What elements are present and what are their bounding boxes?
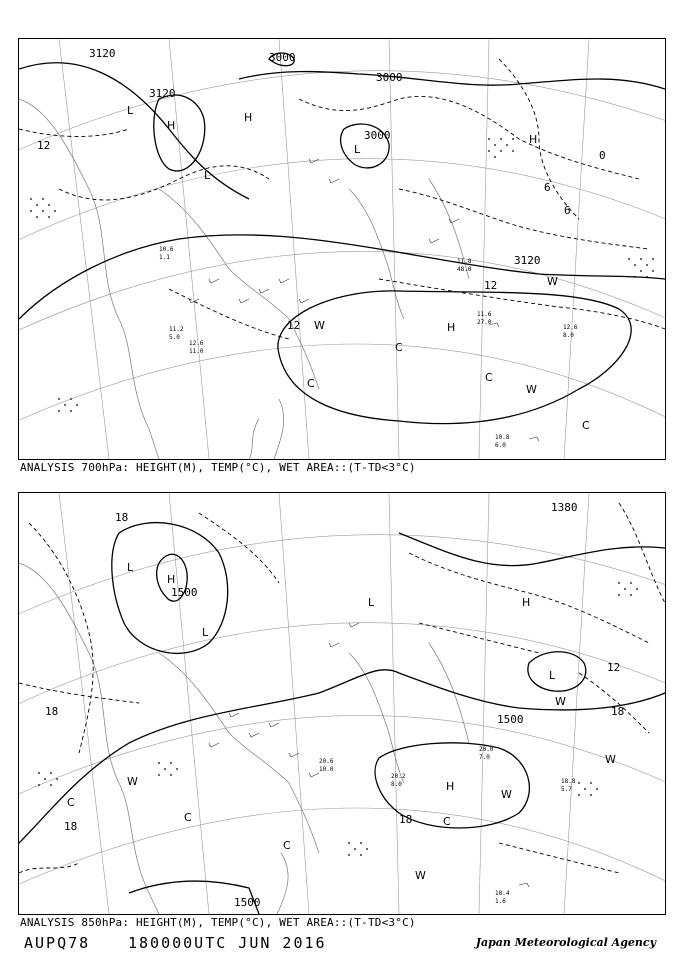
height-contours — [19, 53, 665, 424]
coastline — [19, 563, 469, 914]
map-850hpa — [19, 493, 665, 914]
temp-marker: C — [582, 419, 590, 432]
height-label: 1500 — [234, 896, 261, 909]
temp-marker: W — [127, 775, 138, 788]
station-temp: 20.0 — [479, 746, 494, 753]
agency-name: Japan Meteorological Agency — [475, 936, 656, 949]
temp-marker: W — [547, 275, 558, 288]
height-labels — [171, 501, 578, 909]
pressure-center: L — [354, 143, 361, 156]
station-temp: 20.2 — [391, 773, 406, 780]
station-dewpoint: 8.0 — [563, 332, 574, 339]
station-temp: 10.6 — [159, 246, 174, 253]
station-dewpoint: 7.0 — [479, 754, 490, 761]
pressure-center: L — [204, 169, 211, 182]
height-label: 1500 — [497, 713, 524, 726]
caption-700hpa: ANALYSIS 700hPa: HEIGHT(M), TEMP(°C), WET AREA::(T-TD<3°C) — [20, 461, 416, 474]
temp-label: 6 — [564, 204, 571, 217]
temp-label: 18 — [399, 813, 413, 826]
map-panel-700hpa — [18, 38, 666, 460]
station-dewpoint: 11.0 — [189, 348, 204, 355]
station-dewpoint: 1.6 — [495, 898, 506, 905]
pressure-center: L — [549, 669, 556, 682]
pressure-center: H — [447, 321, 456, 334]
map-700hpa — [19, 39, 665, 459]
height-labels — [89, 47, 541, 267]
coastline — [19, 99, 469, 459]
temp-markers — [307, 275, 590, 432]
valid-time: 180000UTC JUN 2016 — [128, 934, 327, 952]
temp-label: 6 — [544, 181, 551, 194]
temp-markers — [67, 695, 616, 882]
pressure-center: H — [167, 119, 176, 132]
station-dewpoint: 5.7 — [561, 786, 572, 793]
temp-marker: W — [501, 788, 512, 801]
station-dewpoint: 6.0 — [495, 442, 506, 449]
pressure-center: L — [202, 626, 209, 639]
temp-label: 18 — [64, 820, 78, 833]
station-temp: 11.8 — [457, 258, 472, 265]
height-label: 3000 — [376, 71, 403, 84]
temp-marker: C — [485, 371, 493, 384]
temp-marker: W — [555, 695, 566, 708]
pressure-center: L — [368, 596, 375, 609]
isotherms — [19, 503, 665, 873]
temp-marker: C — [184, 811, 192, 824]
temp-label: 12 — [287, 319, 301, 332]
pressure-center: L — [127, 561, 134, 574]
height-label: 1380 — [551, 501, 578, 514]
height-label: 3120 — [514, 254, 541, 267]
product-id: AUPQ78 — [24, 934, 91, 952]
station-dewpoint: 27.0 — [477, 319, 492, 326]
temp-marker: W — [314, 319, 325, 332]
height-label: 3120 — [149, 87, 176, 100]
station-temp: 11.6 — [477, 311, 492, 318]
caption-850hpa: ANALYSIS 850hPa: HEIGHT(M), TEMP(°C), WET AREA::(T-TD<3°C) — [20, 916, 416, 929]
temp-marker: C — [67, 796, 75, 809]
station-dewpoint: 48.0 — [457, 266, 472, 273]
pressure-center: H — [529, 133, 538, 146]
height-label: 3000 — [269, 51, 296, 64]
temp-marker: W — [415, 869, 426, 882]
pressure-center: L — [127, 104, 134, 117]
temp-marker: W — [605, 753, 616, 766]
station-dewpoint: 10.0 — [319, 766, 334, 773]
station-temp: 18.8 — [561, 778, 576, 785]
temp-label: 0 — [599, 149, 606, 162]
station-temp: 12.6 — [189, 340, 204, 347]
station-dewpoint: 1.1 — [159, 254, 170, 261]
temp-marker: C — [307, 377, 315, 390]
temp-marker: C — [443, 815, 451, 828]
station-dewpoint: 5.0 — [169, 334, 180, 341]
temp-label: 18 — [115, 511, 129, 524]
temp-label: 12 — [607, 661, 621, 674]
graticule — [19, 39, 665, 459]
height-contours — [19, 523, 665, 914]
height-label: 3000 — [364, 129, 391, 142]
height-label: 3120 — [89, 47, 116, 60]
pressure-center: H — [446, 780, 455, 793]
pressure-center: H — [167, 573, 176, 586]
temp-label: 18 — [45, 705, 59, 718]
station-temp: 12.6 — [563, 324, 578, 331]
station-temp: 18.4 — [495, 890, 510, 897]
temp-label: 12 — [484, 279, 498, 292]
wind-barbs — [189, 159, 539, 441]
temp-label: 18 — [611, 705, 625, 718]
pressure-center: H — [522, 596, 531, 609]
temp-marker: C — [283, 839, 291, 852]
station-plots — [159, 246, 578, 449]
temp-label: 12 — [37, 139, 51, 152]
height-label: 1500 — [171, 586, 198, 599]
station-temp: 10.8 — [495, 434, 510, 441]
station-temp: 11.2 — [169, 326, 184, 333]
temp-marker: W — [526, 383, 537, 396]
station-dewpoint: 8.0 — [391, 781, 402, 788]
station-temp: 20.6 — [319, 758, 334, 765]
temp-marker: C — [395, 341, 403, 354]
map-panel-850hpa — [18, 492, 666, 915]
pressure-center: H — [244, 111, 253, 124]
